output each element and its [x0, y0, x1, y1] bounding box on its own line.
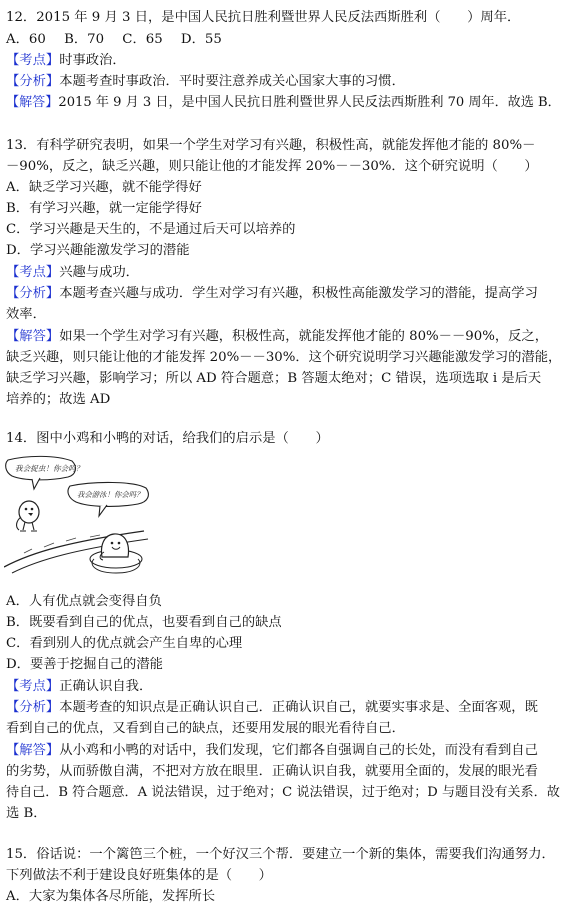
q13-option-c: C．学习兴趣是天生的，不是通过后天可以培养的	[6, 222, 296, 237]
chick-speech-text: 我会捉虫！你会吗？	[15, 464, 84, 473]
q12-option-c: C．65	[122, 32, 163, 47]
q14-option-a: A．人有优点就会变得自负	[6, 594, 162, 609]
q13-jieda-line-2: 缺乏兴趣，则只能让他的才能发挥 20%－－30%．这个研究说明学习兴趣能激发学习的潜能，	[6, 350, 562, 365]
q13-jieda-text: 如果一个学生对学习有兴趣，积极性高，就能发挥他才能的 80%－－90%，反之，	[59, 329, 549, 344]
q12-option-a: A．60	[6, 32, 46, 47]
q12-options	[6, 30, 563, 50]
q14-fenxi-line-1	[6, 698, 563, 718]
q14-jieda-line-3: 待自己．B 符合题意．A 说法错误，过于绝对；C 说法错误，过于绝对；D 与题目没有关系．故	[6, 785, 560, 800]
q13-fenxi-line-2: 效率．	[6, 307, 46, 322]
kaodian-tag: 【考点】	[6, 679, 60, 694]
fenxi-tag: 【分析】	[6, 286, 60, 301]
q12-jieda-text: 2015 年 9 月 3 日，是中国人民抗日胜利暨世界人民反法西斯胜利 70 周年．故选 B．	[58, 95, 561, 110]
q13-option-a: A．缺乏学习兴趣，就不能学得好	[6, 180, 202, 195]
chick-speech-bubble	[6, 456, 84, 489]
q13-option-b: B．有学习兴趣，就一定能学得好	[6, 201, 202, 216]
q13-jieda-line-3: 缺乏学习兴趣，影响学习；所以 AD 符合题意；B 答题太绝对；C 错误，选项选取 i 是后天	[6, 371, 542, 386]
kaodian-tag: 【考点】	[6, 53, 60, 68]
q13-jieda-line-4: 培养的；故选 AD	[6, 392, 111, 407]
q12-kaodian-text: 时事政治．	[59, 53, 126, 68]
q14-jieda-line-4: 选 B．	[6, 806, 47, 821]
jieda-tag: 【解答】	[6, 329, 60, 344]
grass-marks	[24, 535, 100, 553]
duck-speech-bubble	[68, 482, 148, 516]
q13-fenxi-line-1	[6, 284, 563, 304]
q14-stem: 14．图中小鸡和小鸭的对话，给我们的启示是（ ）	[6, 431, 329, 446]
q13-stem-line-1: 13．有科学研究表明，如果一个学生对学习有兴趣，积极性高，就能发挥他才能的 80%－	[6, 138, 536, 153]
q12-option-b: B．70	[64, 32, 105, 47]
q15-stem-line-1: 15．俗话说：一个篱笆三个桩，一个好汉三个帮．要建立一个新的集体，需要我们沟通努力．	[6, 847, 555, 862]
q14-kaodian	[6, 677, 563, 697]
q12-jieda	[6, 93, 563, 113]
q14-kaodian-text: 正确认识自我．	[59, 679, 153, 694]
q15-option-a: A．大家为集体各尽所能，发挥所长	[6, 889, 216, 904]
fenxi-tag: 【分析】	[6, 74, 60, 89]
kaodian-tag: 【考点】	[6, 265, 60, 280]
q12-kaodian	[6, 51, 563, 71]
q13-kaodian-text: 兴趣与成功．	[59, 265, 139, 280]
duck-figure	[90, 534, 142, 573]
q12-option-d: D．55	[180, 32, 222, 47]
q13-kaodian	[6, 263, 563, 283]
q12-fenxi	[6, 72, 563, 92]
q14-option-b: B．既要看到自己的优点，也要看到自己的缺点	[6, 615, 282, 630]
q13-option-d: D．学习兴趣能激发学习的潜能	[6, 243, 190, 258]
q14-fenxi-text: 本题考查的知识点是正确认识自己．正确认识自己，就要实事求是、全面客观，既	[59, 700, 538, 715]
chick-duck-illustration	[4, 455, 150, 581]
q14-option-c: C．看到别人的优点就会产生自卑的心理	[6, 636, 243, 651]
q14-fenxi-line-2: 看到自己的优点，又看到自己的缺点，还要用发展的眼光看待自己．	[6, 721, 405, 736]
q15-stem-line-2: 下列做法不利于建设良好班集体的是（ ）	[6, 868, 272, 883]
q12-stem: 12．2015 年 9 月 3 日，是中国人民抗日胜利暨世界人民反法西斯胜利（ ）周年．	[6, 10, 521, 25]
q14-jieda-line-2: 的劣势，从而骄傲自满，不把对方放在眼里．正确认识自我，就要用全面的，发展的眼光看	[6, 764, 538, 779]
q12-fenxi-text: 本题考查时事政治．平时要注意养成关心国家大事的习惯．	[59, 74, 405, 89]
fenxi-tag: 【分析】	[6, 700, 60, 715]
q13-fenxi-text: 本题考查兴趣与成功．学生对学习有兴趣，积极性高能激发学习的潜能，提高学习	[59, 286, 538, 301]
q13-stem-line-2: －90%，反之，缺乏兴趣，则只能让他的才能发挥 20%－－30%．这个研究说明（ ）	[6, 159, 538, 174]
duck-speech-text: 我会游泳！你会吗？	[77, 490, 144, 499]
jieda-tag: 【解答】	[6, 743, 60, 758]
jieda-tag: 【解答】	[6, 95, 59, 110]
chick-figure	[17, 501, 39, 531]
q14-jieda-text: 从小鸡和小鸭的对话中，我们发现，它们都各自强调自己的长处，而没有看到自己	[59, 743, 538, 758]
q13-jieda-line-1	[6, 327, 563, 347]
q14-option-d: D．要善于挖掘自己的潜能	[6, 657, 163, 672]
q14-jieda-line-1	[6, 741, 563, 761]
